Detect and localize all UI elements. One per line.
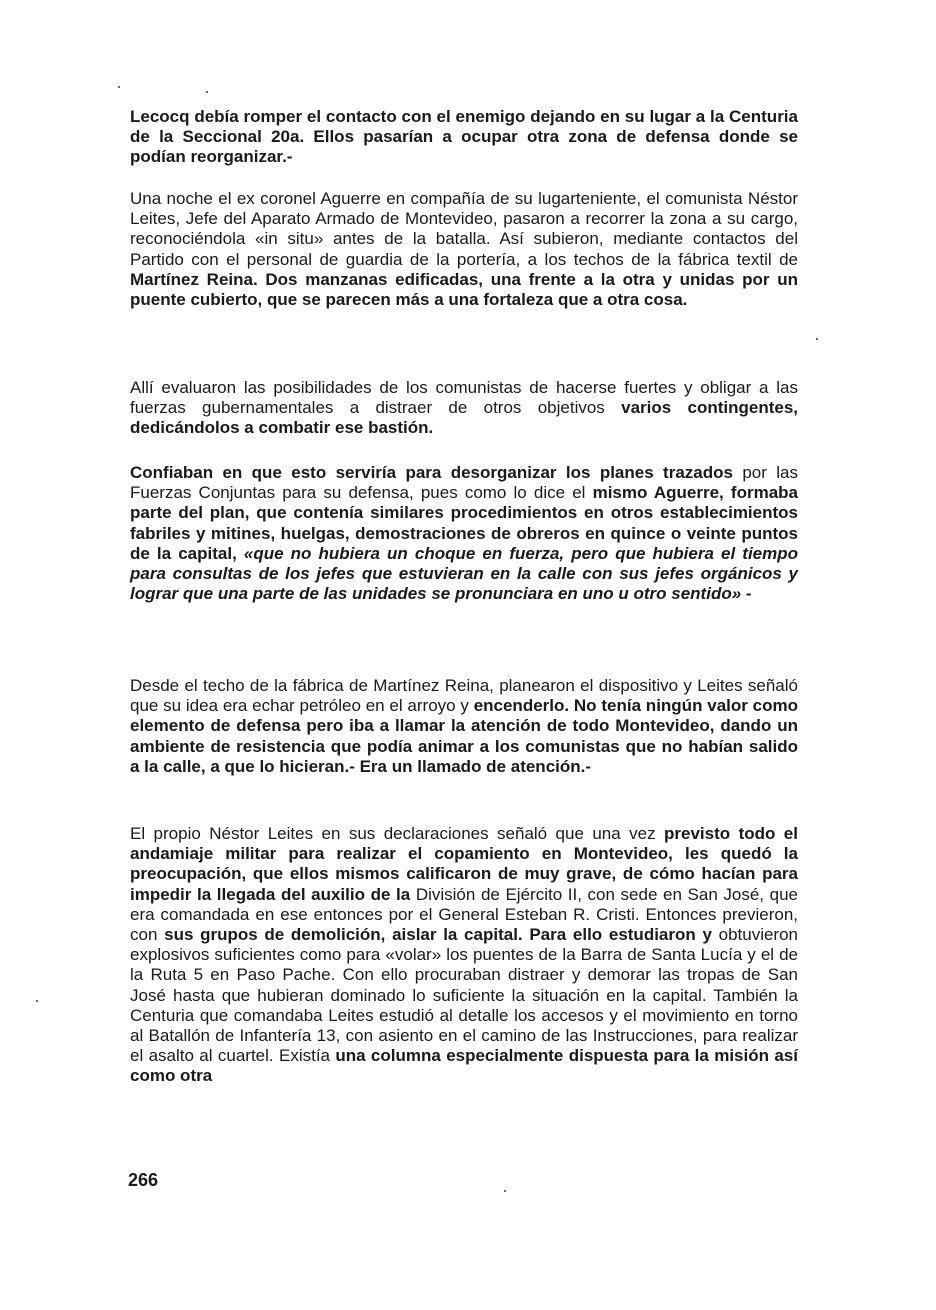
scan-speck — [206, 91, 208, 93]
paragraph-6-bold-text: previsto todo el andamiaje militar para realizar el copamiento en Montevideo, les quedó la preocupación, que ellos mismos calificaron de muy grave, de cómo hacían para impedir la llegada del auxilio de la — [130, 824, 798, 904]
paragraph-4-text: por las Fuerzas Conjuntas para su defensa, pues como lo dice el — [130, 463, 798, 503]
paragraph-5 — [130, 676, 798, 777]
paragraph-6-bold-text-2: sus grupos de demolición, aislar la capital. Para ello estudiaron y — [164, 925, 719, 945]
paragraph-6-text-3: obtuvieron explosivos suficientes como para «volar» los puentes de la Barra de Santa Lucía y el de la Ruta 5 en Paso Pache. Con ello procuraban distraer y demorar las tropas de San José hasta que hubieran dominado lo suficiente la situación en la capital. También la Centuria que comandaba Leites estudió al detalle los accesos y el movimiento en torno al Batallón de Infantería 13, con asiento en el camino de las Instrucciones, para realizar el asalto al cuartel. Existía — [130, 925, 798, 1066]
paragraph-4-quote: «que no hubiera un choque en fuerza, pero que hubiera el tiempo para consultas de los jefes que estuvieran en la calle con sus jefes orgánicos y lograr que una parte de las unidades se pronunciara en uno u otro sentido» — [130, 543, 799, 604]
page-number: 266 — [128, 1170, 159, 1190]
paragraph-2-bold-text: Martínez Reina. Dos manzanas edificadas, una frente a la otra y unidas por un puente cubierto, que se parecen más a una fortaleza que a otra cosa. — [130, 269, 798, 310]
scan-speck — [118, 86, 120, 88]
paragraph-6-bold-text-3: una columna especialmente dispuesta para la misión así como otra — [130, 1046, 798, 1086]
paragraph-6-text-2: División de Ejército II, con sede en San José, que era comandada en ese entonces por el General Esteban R. Cristi. Entonces previeron, con — [130, 884, 798, 945]
paragraph-5-text: Desde el techo de la fábrica de Martínez Reina, planearon el dispositivo y Leites señaló que su idea era echar petróleo en el arroyo y — [130, 676, 798, 716]
paragraph-6-text: El propio Néstor Leites en sus declaraciones señaló que una vez — [130, 824, 665, 843]
paragraph-2 — [130, 189, 798, 310]
paragraph-2-text: Una noche el ex coronel Aguerre en compañía de su lugarteniente, el comunista Néstor Leites, Jefe del Aparato Armado de Montevideo, pasaron a recorrer la zona a su cargo, reconociéndola «in situ» antes de la batalla. Así subieron, mediante contactos del Partido con el personal de guardia de la portería, a los techos de la fábrica textil de — [130, 189, 798, 269]
paragraph-4-bold-text: Confiaban en que esto serviría para desorganizar los planes trazados — [130, 463, 743, 482]
paragraph-1-bold-text: Lecocq debía romper el contacto con el enemigo dejando en su lugar a la Centuria de la Seccional 20a. Ellos pasarían a ocupar otra zona de defensa donde se podían reorganizar.- — [130, 107, 798, 167]
scan-speck — [504, 1190, 506, 1192]
paragraph-3-text: Allí evaluaron las posibilidades de los comunistas de hacerse fuertes y obligar a las fuerzas gubernamentales a distraer de otros objetivos — [130, 378, 798, 418]
paragraph-3-bold-text: varios contingentes, dedicándolos a combatir ese bastión. — [130, 398, 798, 438]
paragraph-1 — [130, 107, 798, 168]
scan-speck — [36, 1000, 38, 1002]
paragraph-4-bold-text-2: mismo Aguerre, formaba parte del plan, que contenía similares procedimientos en otros establecimientos fabriles y mitines, huelgas, demostraciones de obreros en quince o veinte puntos de la capital, — [130, 483, 798, 563]
paragraph-4 — [130, 463, 798, 604]
paragraph-3 — [130, 378, 798, 439]
scan-speck — [816, 338, 818, 340]
paragraph-4-end: - — [741, 584, 752, 604]
paragraph-5-bold-text: encenderlo. No tenía ningún valor como elemento de defensa pero iba a llamar la atención de todo Montevideo, dando un ambiente de resistencia que podía animar a los comunistas que no habían salido a la calle, a que lo hicieran.- Era un llamado de atención.- — [130, 696, 798, 776]
paragraph-6 — [130, 824, 798, 1087]
